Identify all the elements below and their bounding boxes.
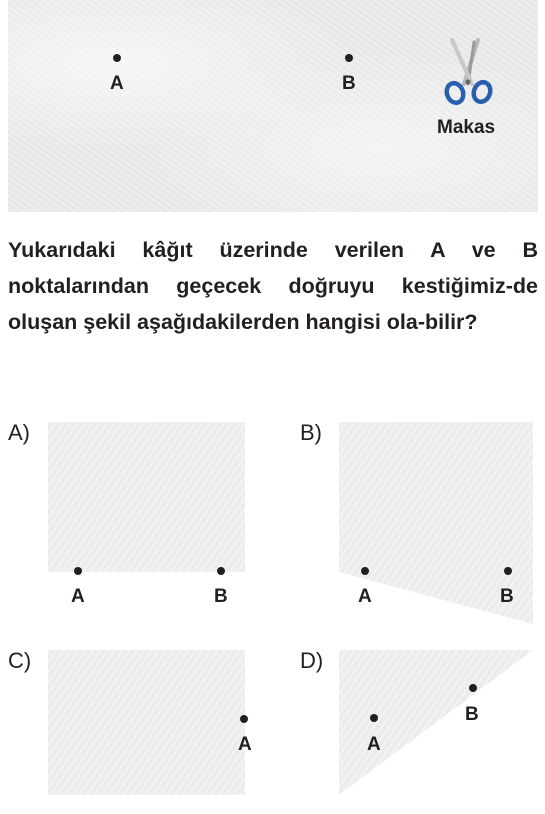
option-a-point-b-label: B (214, 586, 228, 607)
point-a-dot (370, 714, 378, 722)
point-b-label: B (342, 73, 356, 94)
option-d-point-b-label: B (465, 704, 479, 725)
option-c-letter[interactable]: C) (8, 648, 32, 673)
paper-shape (48, 650, 245, 795)
option-d-figure[interactable] (339, 650, 539, 800)
option-c-figure[interactable] (48, 650, 248, 800)
option-b-point-b-label: B (500, 586, 514, 607)
point-b-dot (345, 54, 353, 62)
option-a-letter[interactable]: A) (8, 420, 30, 445)
point-b-dot (504, 567, 512, 575)
option-d-point-a-label: A (367, 734, 381, 755)
option-a-point-a-label: A (71, 586, 85, 607)
paper-shape (48, 422, 245, 572)
scissors-icon (438, 38, 498, 106)
point-a-dot (240, 715, 248, 723)
point-a-dot (74, 567, 82, 575)
point-a-dot (361, 567, 369, 575)
option-b-point-a-label: A (358, 586, 372, 607)
point-b-dot (217, 567, 225, 575)
option-b-letter[interactable]: B) (300, 420, 322, 445)
point-a-dot (113, 54, 121, 62)
paper-shape (339, 650, 533, 795)
option-a-figure[interactable] (48, 422, 248, 582)
scissors-label: Makas (437, 117, 496, 138)
point-b-dot (469, 684, 477, 692)
paper-sheet (8, 0, 538, 212)
question-text: Yukarıdaki kâğıt üzerinde verilen A ve B noktalarından geçecek doğruyu kestiğimiz-de oluşan şekil aşağıdakilerden hangisi ola-bilir? (8, 238, 538, 334)
option-d-letter[interactable]: D) (300, 648, 324, 673)
option-c-point-a-label: A (238, 734, 252, 755)
point-a-label: A (110, 73, 124, 94)
